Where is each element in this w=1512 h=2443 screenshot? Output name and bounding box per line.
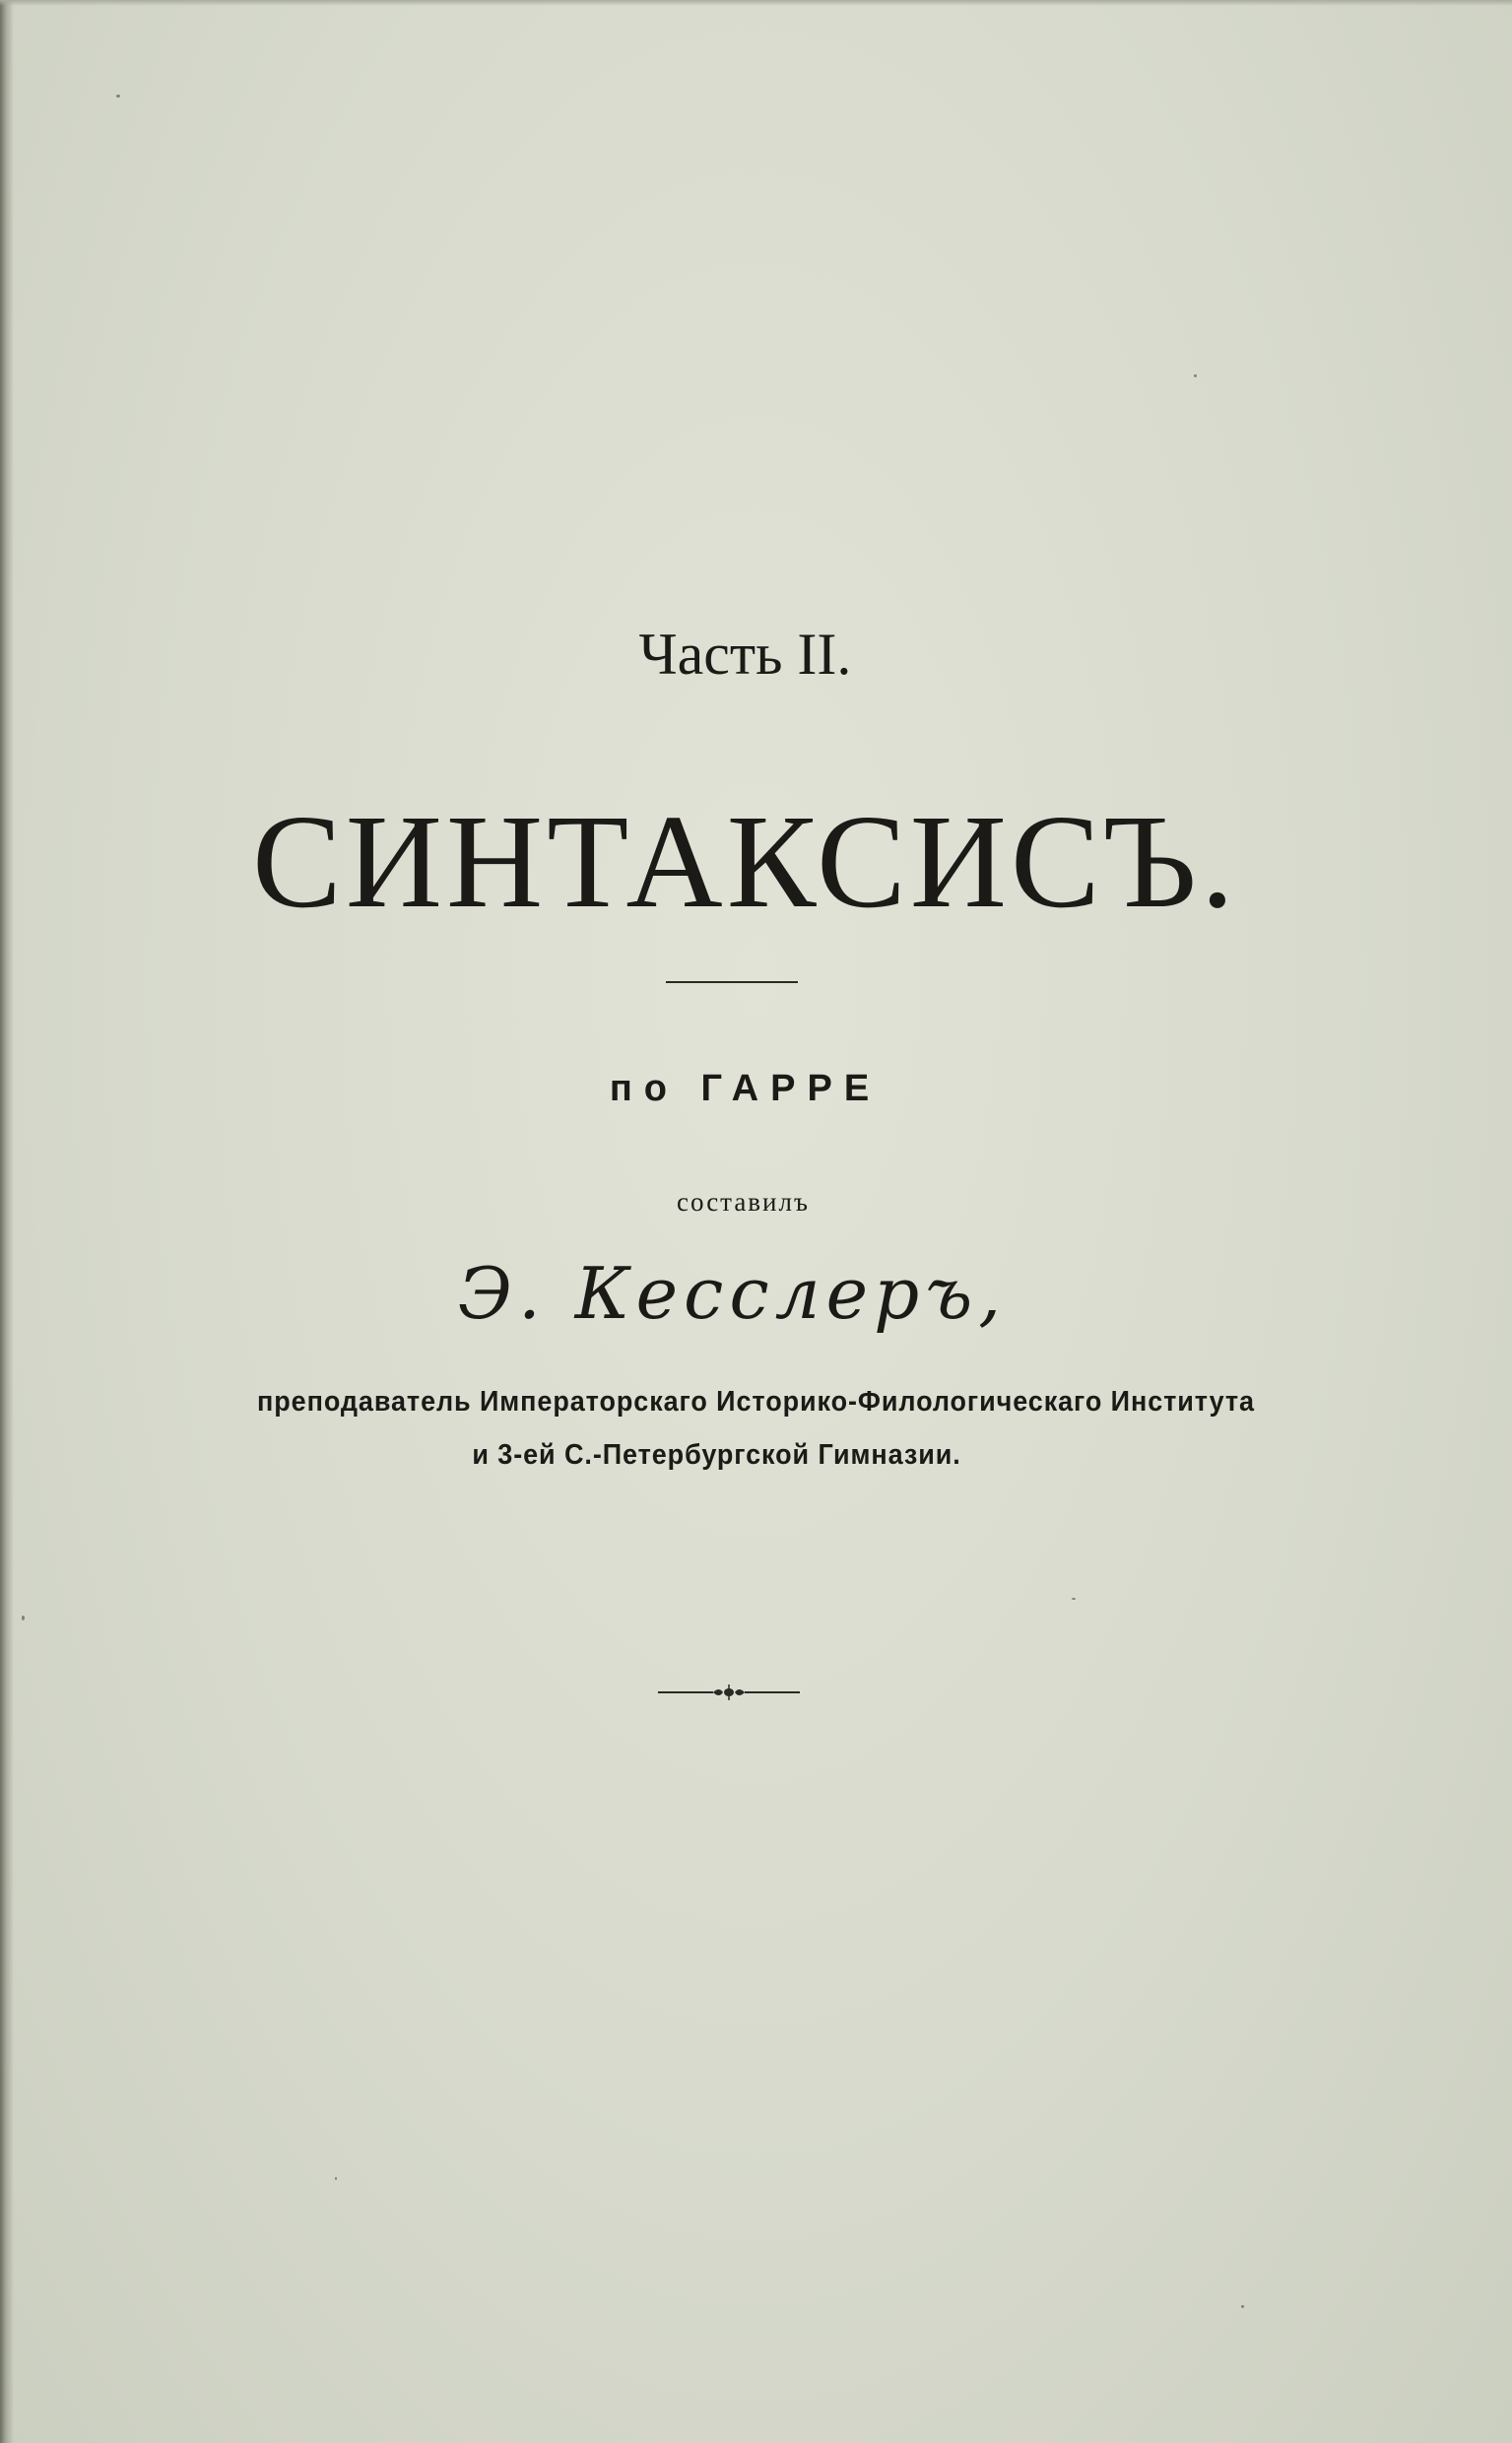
paper-speck	[335, 2177, 337, 2180]
author-affiliation-line-2: и 3-ей С.-Петербургской Гимназии.	[472, 1439, 961, 1471]
author-affiliation-line-1: преподаватель Императорскаго Историко-Филологическаго Института	[257, 1386, 1255, 1418]
author-name: Э. Кесслеръ,	[457, 1252, 1008, 1335]
paper-speck	[1194, 374, 1197, 377]
ornamental-divider	[658, 1681, 800, 1704]
horizontal-rule	[666, 981, 798, 983]
page-binding-edge	[0, 0, 14, 2443]
compiled-by-label: составилъ	[677, 1187, 810, 1217]
paper-speck	[1072, 1598, 1076, 1600]
part-heading: Часть II.	[638, 622, 852, 687]
book-title: СИНТАКСИСЪ.	[252, 788, 1238, 936]
paper-speck	[116, 95, 120, 98]
after-author-line: по ГАРРЕ	[609, 1068, 882, 1109]
paper-speck	[22, 1616, 25, 1620]
page-top-edge	[0, 0, 1512, 6]
paper-speck	[1241, 2305, 1244, 2308]
